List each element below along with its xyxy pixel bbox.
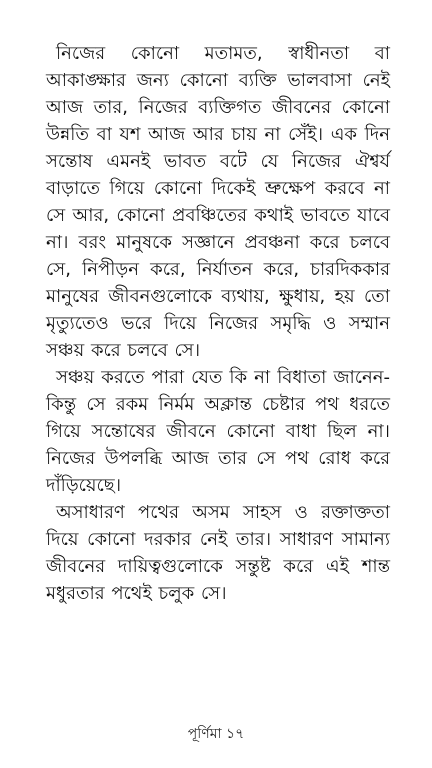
page-footer: পূর্ণিমা ১৭ xyxy=(187,726,245,742)
paragraph-2: সঞ্চয় করতে পারা যেত কি না বিধাতা জানেন- কিন্তু সে রকম নির্মম অক্লান্ত চেষ্টার পথ ধরতে গিয়ে সন্তোষের জীবনে কোনো বাধা ছিল না। নিজের উপলব্ধি আজ তার সে পথ রোধ করে দাঁড়িয়েছে। xyxy=(46,367,390,496)
paragraph-3: অসাধারণ পথের অসম সাহস ও রক্তাক্ততা দিয়ে কোনো দরকার নেই তার। সাধারণ সামান্য জীবনের দায়িত্বগুলোকে সন্তুষ্ট করে এই শান্ত মধুরতার পথেই চলুক সে। xyxy=(46,502,390,604)
paragraph-1: নিজের কোনো মতামত, স্বাধীনতা বা আকাঙ্ক্ষার জন্য কোনো ব্যক্তি ভালবাসা নেই আজ তার, নিজের ব্যক্তিগত জীবনের কোনো উন্নতি বা যশ আজ আর চায় না সেঁই। এক দিন সন্তোষ এমনই ভাবত বটে যে নিজের ঐশ্বর্য বাড়াতে গিয়ে কোনো দিকেই ভ্রুক্ষেপ করবে না সে আর, কোনো প্রবঞ্চিতের কথাই ভাবতে যাবে না। বরং মানুষকে সজ্ঞানে প্রবঞ্চনা করে চলবে সে, নিপীড়ন করে, নির্যাতন করে, চারদিককার মানুষের জীবনগুলোকে ব্যথায়, ক্ষুধায়, হয় তো মৃত্যুতেও ভরে দিয়ে নিজের সমৃদ্ধি ও সম্মান সঞ্চয় করে চলবে সে। xyxy=(46,43,390,361)
body-text xyxy=(46,40,390,607)
